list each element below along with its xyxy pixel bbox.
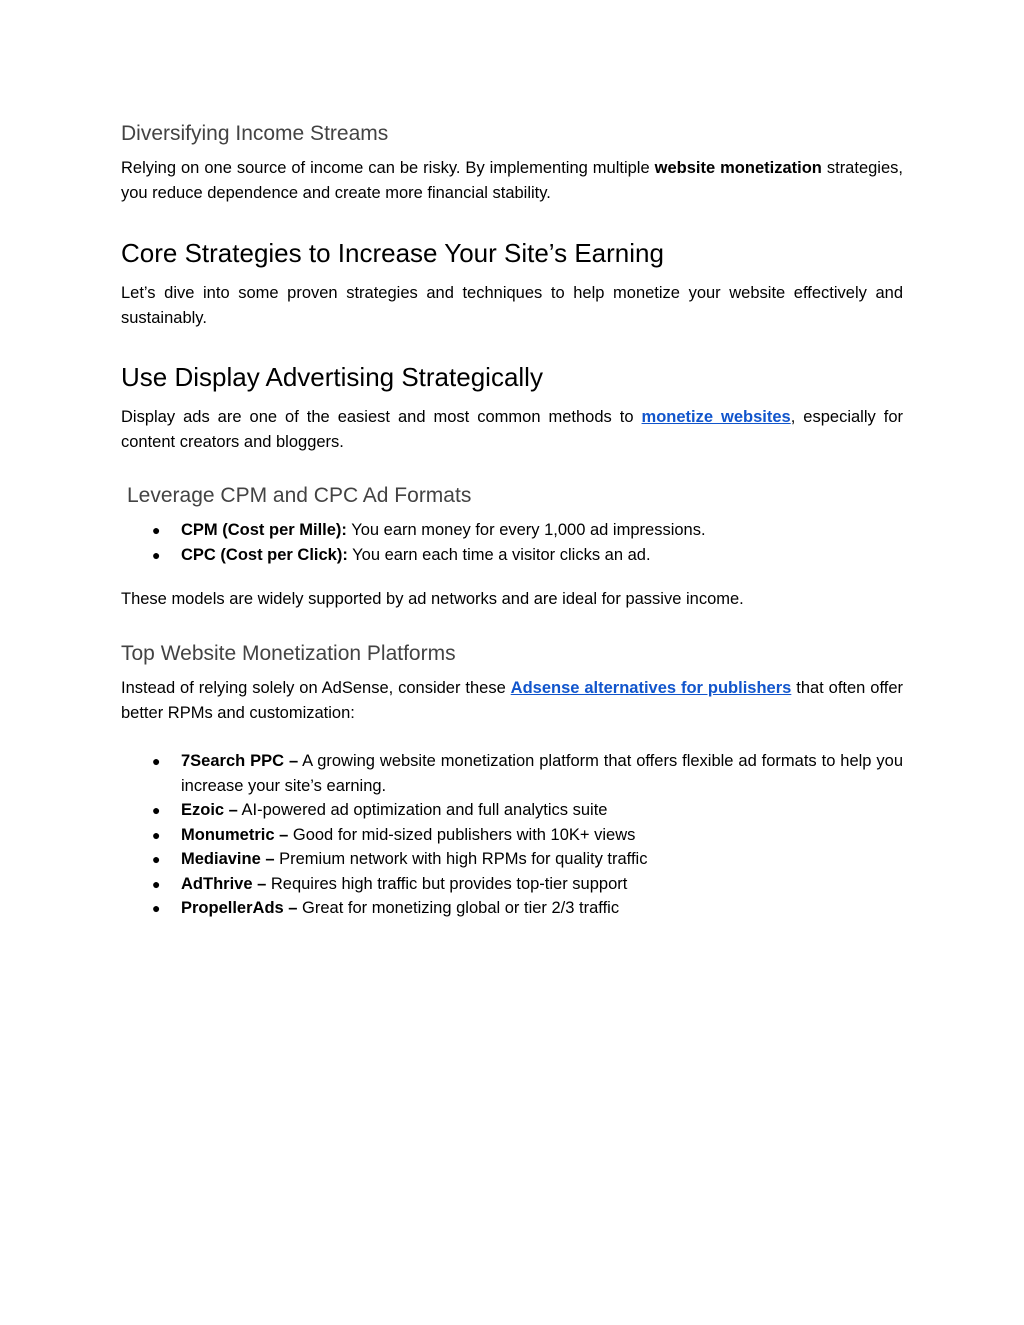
list-platforms — [121, 749, 903, 921]
heading-diversifying-income: Diversifying Income Streams — [121, 122, 389, 145]
list-ad-formats — [121, 518, 903, 567]
bullet-icon: ● — [152, 522, 161, 538]
heading-display-advertising: Use Display Advertising Strategically — [121, 362, 543, 392]
heading-cpm-cpc: Leverage CPM and CPC Ad Formats — [127, 484, 472, 507]
list-item-cpm: ● CPM (Cost per Mille): You earn money for every 1,000 ad impressions. — [121, 518, 903, 543]
paragraph-platforms-intro: Instead of relying solely on AdSense, consider these Adsense alternatives for publishers that often offer better RPMs and customization: — [121, 679, 903, 722]
bullet-icon: ● — [152, 546, 161, 563]
list-item-adthrive: ● AdThrive – Requires high traffic but provides top-tier support — [121, 872, 903, 897]
link-adsense-alternatives[interactable]: Adsense alternatives for publishers — [510, 679, 792, 697]
heading-top-platforms: Top Website Monetization Platforms — [121, 642, 456, 665]
bullet-icon: ● — [152, 826, 161, 843]
bullet-icon: ● — [152, 851, 161, 867]
bullet-icon: ● — [152, 875, 161, 892]
list-item-cpc: ● CPC (Cost per Click): You earn each time a visitor clicks an ad. — [121, 543, 903, 568]
bullet-icon: ● — [152, 802, 161, 818]
paragraph-core-strategies: Let’s dive into some proven strategies and techniques to help monetize your website effectively and sustainably. — [121, 284, 903, 327]
bullet-icon: ● — [152, 753, 161, 769]
list-item-mediavine: ● Mediavine – Premium network with high RPMs for quality traffic — [121, 847, 903, 872]
list-item-ezoic: ● Ezoic – AI-powered ad optimization and full analytics suite — [121, 798, 903, 823]
heading-core-strategies: Core Strategies to Increase Your Site’s Earning — [121, 238, 664, 268]
bold-website-monetization: website monetization — [654, 159, 822, 177]
link-monetize-websites[interactable]: monetize websites — [641, 408, 791, 426]
list-item-monumetric: ● Monumetric – Good for mid-sized publishers with 10K+ views — [121, 823, 903, 848]
list-item-7search-ppc: ● 7Search PPC – A growing website monetization platform that offers flexible ad formats to help you increase your site’s earning. — [121, 749, 903, 798]
paragraph-models-note: These models are widely supported by ad networks and are ideal for passive income. — [121, 590, 744, 608]
list-item-propellerads: ● PropellerAds – Great for monetizing global or tier 2/3 traffic — [121, 896, 903, 921]
paragraph-diversifying: Relying on one source of income can be risky. By implementing multiple website monetization strategies, you reduce dependence and create more financial stability. — [121, 159, 903, 202]
paragraph-display-advertising: Display ads are one of the easiest and most common methods to monetize websites, especially for content creators and bloggers. — [121, 408, 904, 451]
bullet-icon: ● — [152, 900, 161, 916]
